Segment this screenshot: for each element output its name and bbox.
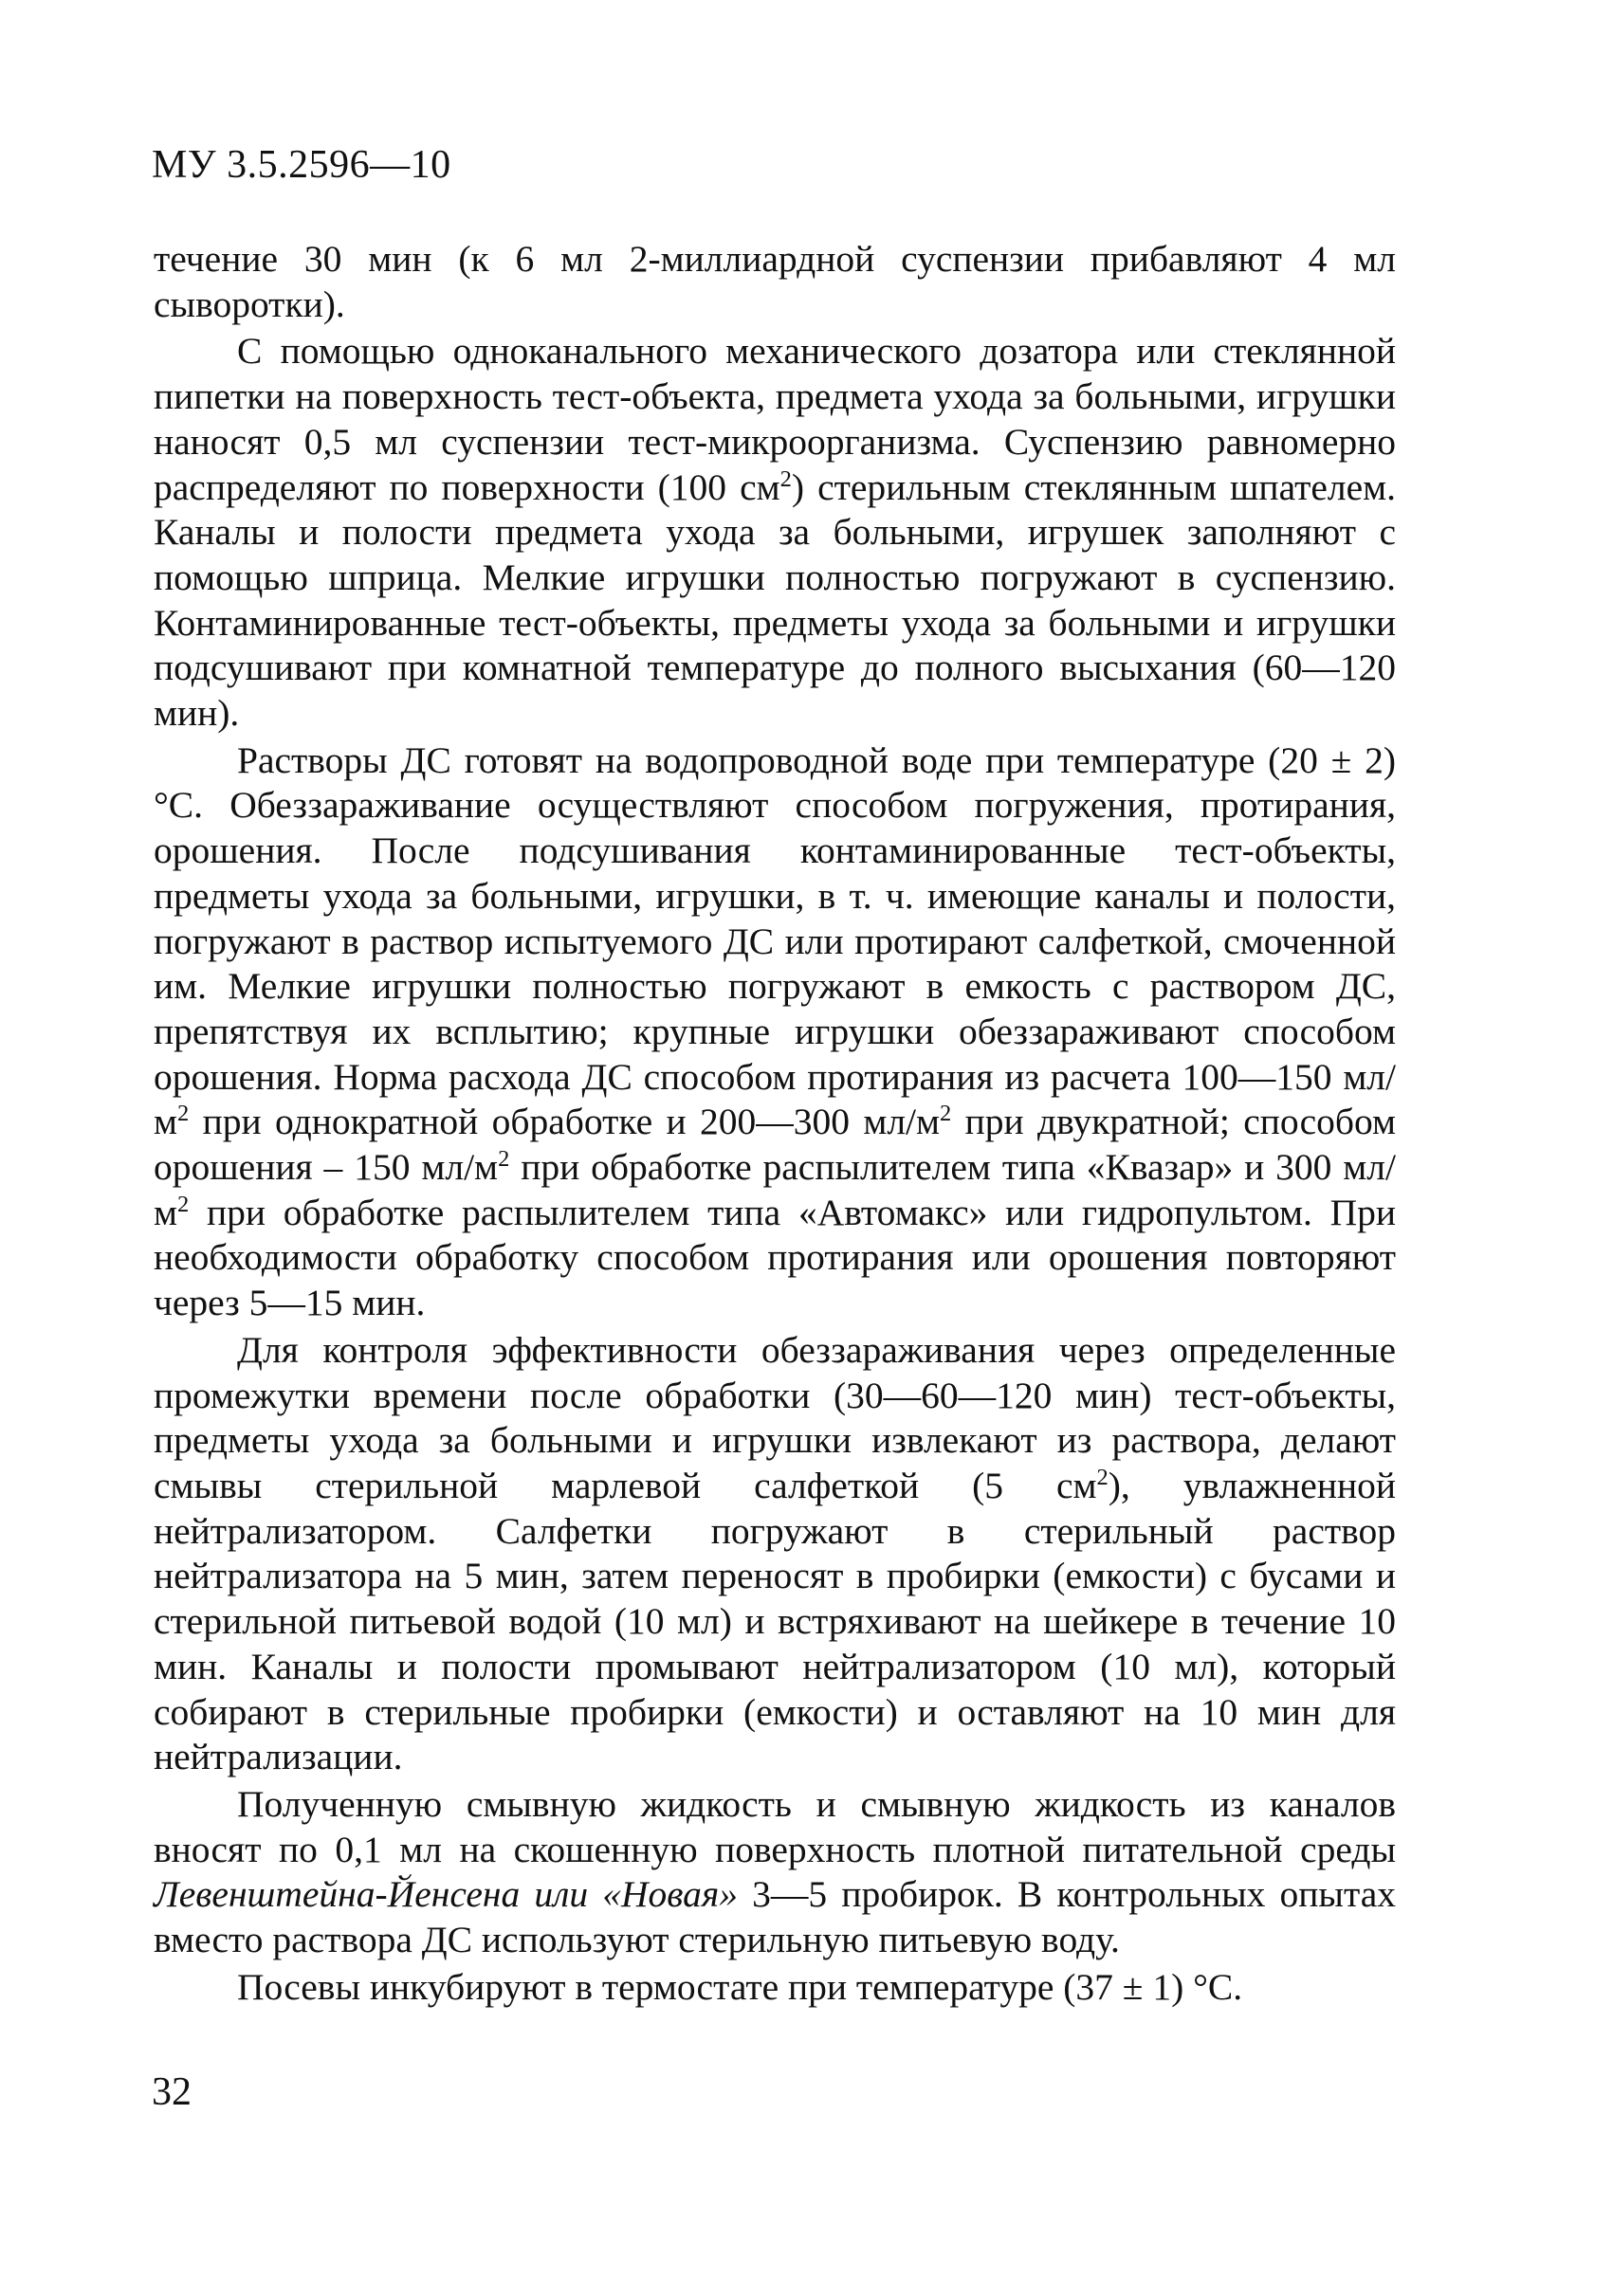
paragraph-incubation: Посевы инкубируют в термостате при температуре (37 ± 1) °С. [237,1965,1243,2008]
body-text [154,237,1396,2010]
text-segment: Растворы ДС готовят на водопроводной воде при температуре (20 ± 2) °С. Обеззараживание осуществляют способом погружения, протирания, орошения. После подсушивания контаминированные тест-объекты, предметы ухода за больными, игрушки, в т. ч. имеющие каналы и полости, погружают в раствор испытуемого ДС или протирают салфеткой, смоченной им. Мелкие игрушки полностью погружают в емкость с раствором ДС, препятствуя их всплытию; крупные игрушки обеззараживают способом орошения. Норма расхода ДС способом протирания из расчета 100—150 мл/м [154,738,1396,1143]
text-segment: ), увлажненной нейтрализатором. Салфетки погружают в стерильный раствор нейтрализатора на 5 мин, затем переносят в пробирки (емкости) с бусами и стерильной питьевой водой (10 мл) и встряхивают на шейкере в течение 10 мин. Каналы и полости промывают нейтрализатором (10 мл), который собирают в стерильные пробирки (емкости) и оставляют на 10 мин для нейтрализации. [154,1464,1397,1778]
superscript: 2 [940,1101,952,1127]
text-segment: С помощью одноканального механического дозатора или стеклянной пипетки на поверхность тест-объекта, предмета ухода за больными, игрушки наносят 0,5 мл суспензии тест-микроорганизма. Суспензию равномерно распределяют по поверхности (100 см [154,330,1396,508]
superscript: 2 [177,1191,190,1217]
text-segment: при обработке распылителем типа «Автомакс» или гидропультом. При необходимости обработку способом протирания или орошения повторяют через 5—15 мин. [154,1191,1396,1324]
superscript: 2 [498,1145,510,1172]
text-segment: при обработке распылителем типа «Квазар» и 300 мл/м [154,1146,1396,1233]
page-number: 32 [152,2070,192,2114]
text-segment: при однократной обработке и 200—300 мл/м [189,1101,941,1143]
text-segment: ) стерильным стеклянным шпателем. Каналы и полости предмета ухода за больными, игрушек заполняют с помощью шприца. Мелкие игрушки полностью погружают в суспензию. Контаминированные тест-объекты, предметы ухода за больными и игрушки подсушивают при комнатной температуре до полного высыхания (60—120 мин). [154,465,1396,735]
text-segment: Полученную смывную жидкость и смывную жидкость из каналов вносят по 0,1 мл на скошенную поверхность плотной питательной среды [154,1782,1396,1870]
paragraph-continuation: течение 30 мин (к 6 мл 2-миллиардной суспензии прибавляют 4 мл сыворотки). [154,238,1396,325]
superscript: 2 [1096,1464,1109,1490]
document-number-header: МУ 3.5.2596—10 [152,143,451,187]
paragraph-application-method [154,329,1396,736]
text-segment: 3—5 пробирок. В контрольных опытах вместо раствора ДС используют стерильную питьевую воду. [154,1873,1396,1961]
paragraph-inoculation [154,1782,1396,1963]
paragraph-disinfection-method [154,738,1396,1326]
text-segment: Для контроля эффективности обеззараживания через определенные промежутки времени после обработки (30—60—120 мин) тест-объекты, предметы ухода за больными и игрушки извлекают из раствора, делают смывы стерильной марлевой салфеткой (5 см [154,1328,1396,1506]
superscript: 2 [177,1101,190,1127]
text-segment: при двукратной; способом орошения – 150 мл/м [154,1101,1396,1189]
italic-text-segment: Левенштейна-Йенсена или «Новая» [154,1873,739,1916]
superscript: 2 [779,465,792,492]
paragraph-efficiency-control [154,1328,1396,1780]
